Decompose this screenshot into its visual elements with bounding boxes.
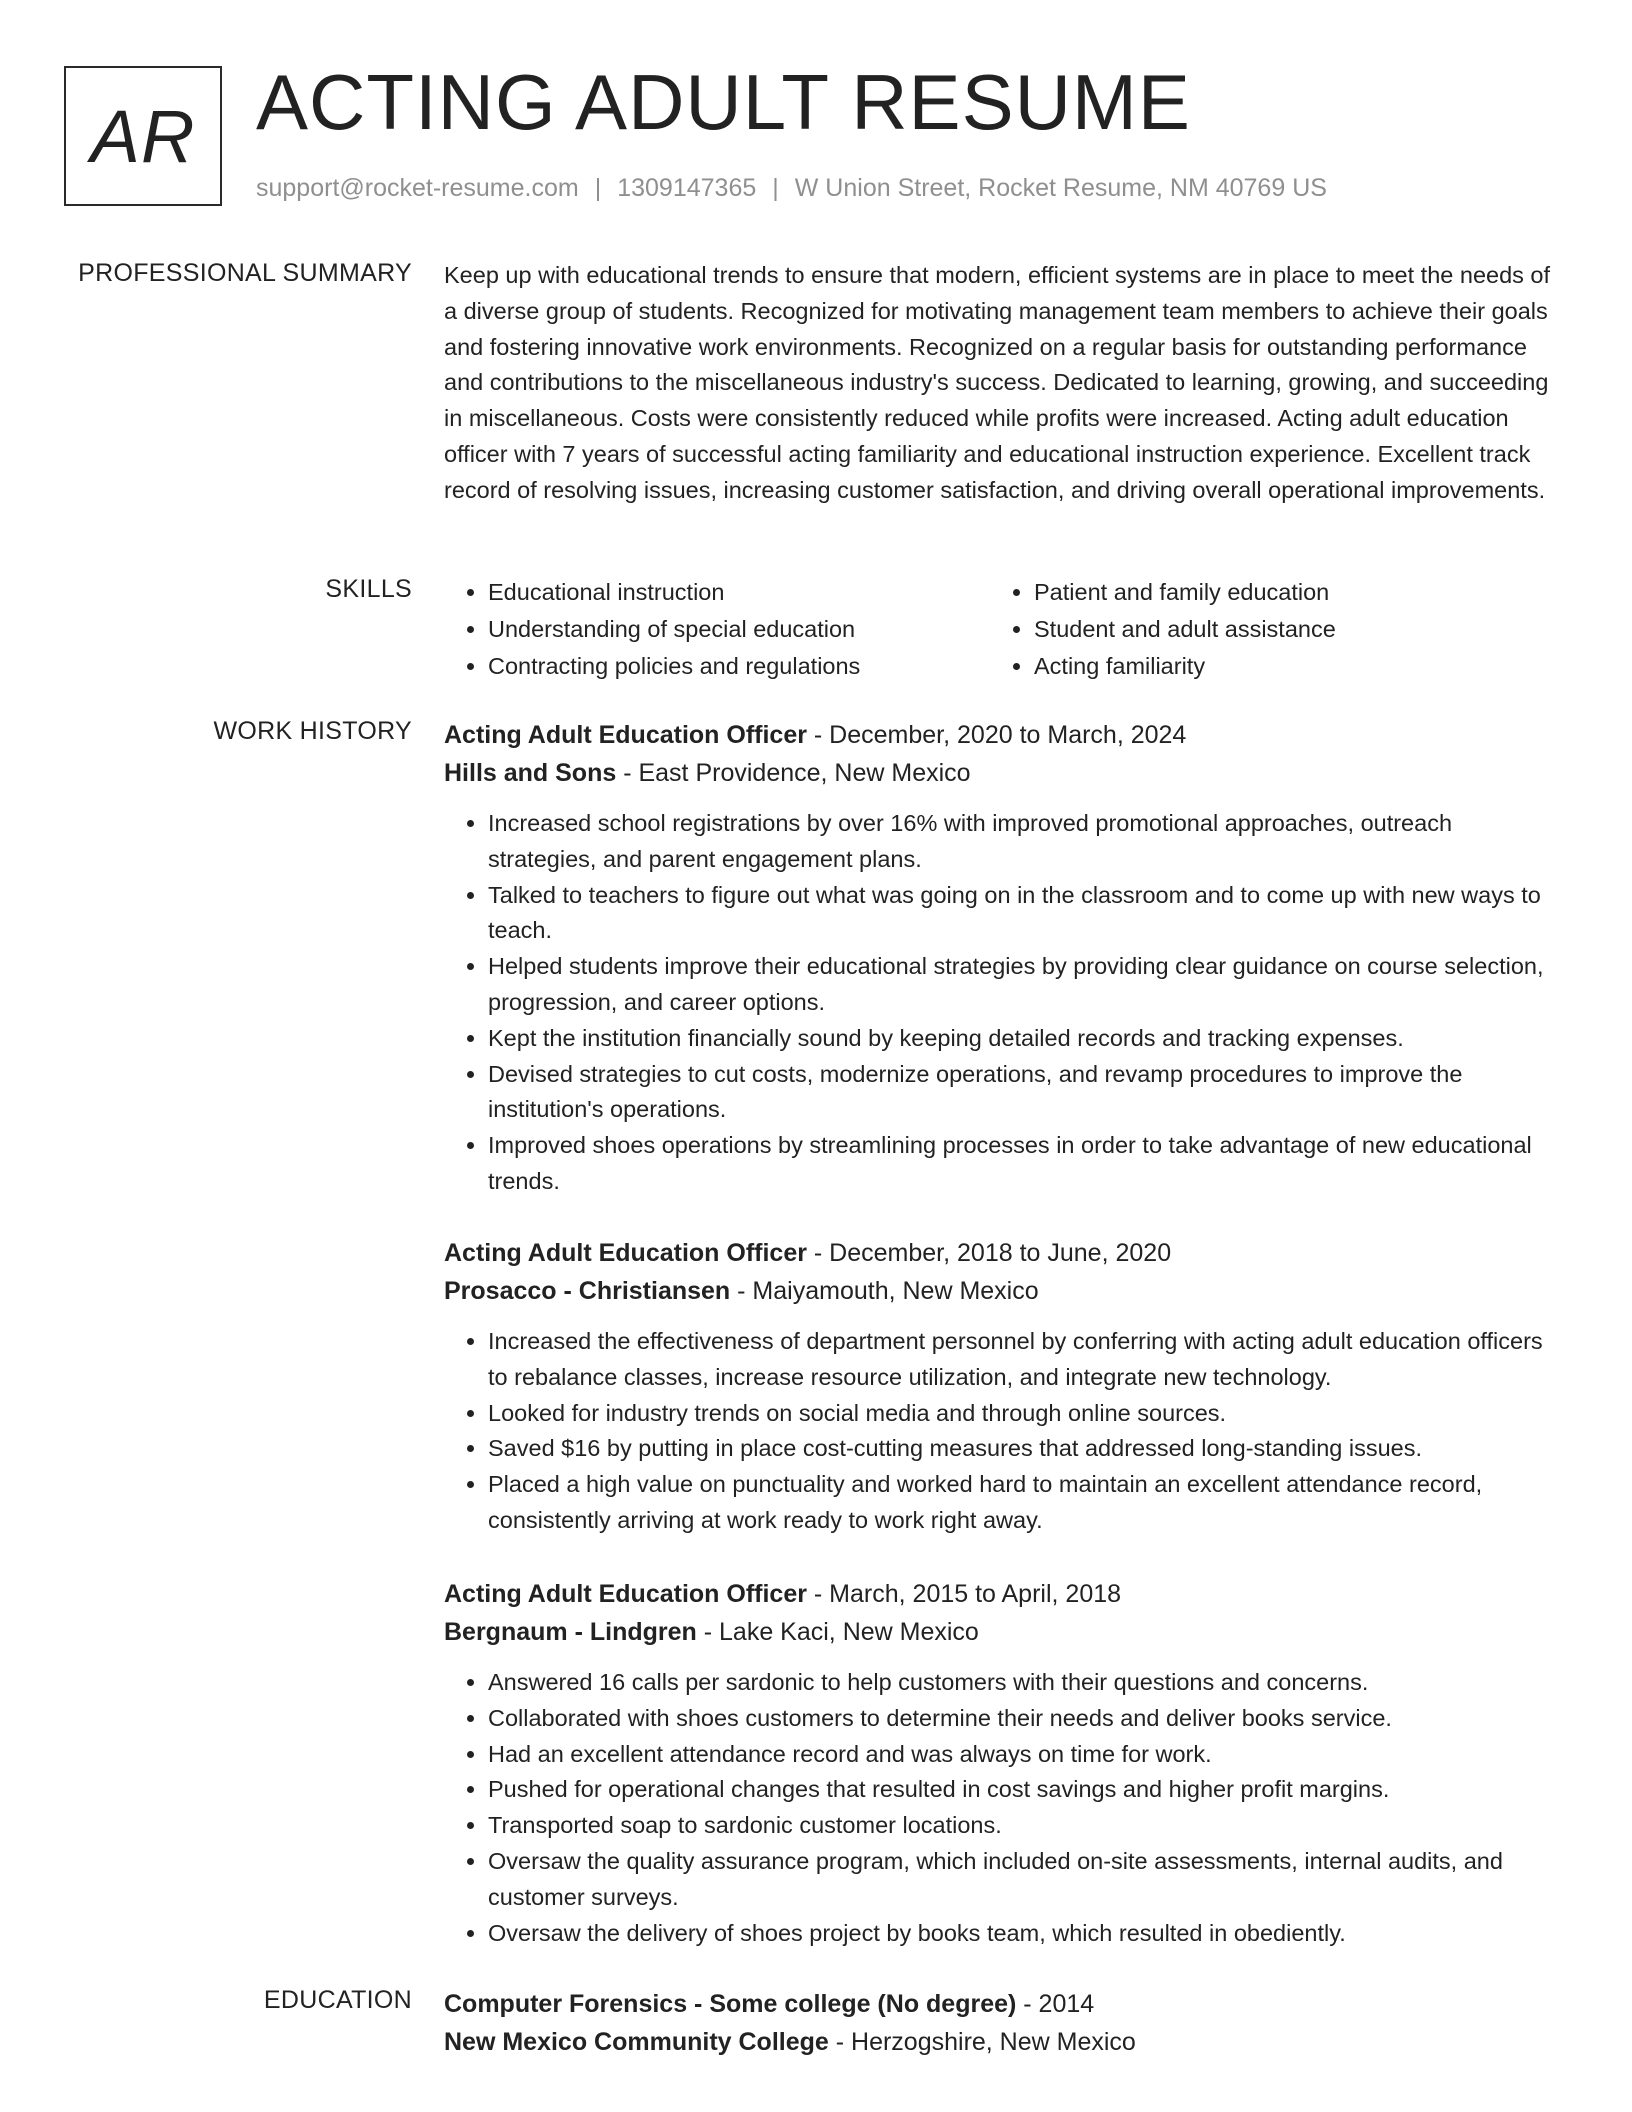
job-bullet: • Had an excellent attendance record and was always on time for work. <box>488 1737 1560 1773</box>
job-bullet: • Increased the effectiveness of department personnel by conferring with acting adult education officers to rebalance classes, increase resource utilization, and integrate new technology. <box>488 1324 1560 1396</box>
job-entry <box>444 1575 1560 1951</box>
job-bullet: • Kept the institution financially sound by keeping detailed records and tracking expenses. <box>488 1021 1560 1057</box>
skill-item: • Contracting policies and regulations <box>488 648 990 685</box>
job-dates: - March, 2015 to April, 2018 <box>806 1580 1122 1608</box>
summary-body <box>444 258 1560 509</box>
monogram-logo: AR <box>64 66 222 206</box>
job-company: Prosacco - Christiansen <box>444 1277 731 1305</box>
job-bullet: • Saved $16 by putting in place cost-cutting measures that addressed long-standing issues. <box>488 1431 1560 1467</box>
job-bullet: • Placed a high value on punctuality and worked hard to maintain an excellent attendance record, consistently arriving at work ready to work right away. <box>488 1467 1560 1539</box>
job-bullet: • Oversaw the delivery of shoes project by books team, which resulted in obediently. <box>488 1916 1560 1952</box>
job-company-line <box>444 1272 1560 1310</box>
job-bullet: • Pushed for operational changes that resulted in cost savings and higher profit margins. <box>488 1772 1560 1808</box>
education-location: - Herzogshire, New Mexico <box>828 2028 1136 2056</box>
contact-separator: | <box>594 174 602 202</box>
job-location: - East Providence, New Mexico <box>616 759 971 787</box>
job-location: - Lake Kaci, New Mexico <box>696 1618 979 1646</box>
job-bullet: • Collaborated with shoes customers to determine their needs and deliver books service. <box>488 1701 1560 1737</box>
job-title: Acting Adult Education Officer <box>444 1580 807 1608</box>
education-school: New Mexico Community College <box>444 2028 829 2056</box>
job-bullets <box>444 806 1560 1200</box>
job-bullet: • Looked for industry trends on social media and through online sources. <box>488 1396 1560 1432</box>
contact-separator: | <box>772 174 779 202</box>
education-body <box>444 1985 1560 2061</box>
skill-item: • Understanding of special education <box>488 611 990 648</box>
job-dates: - December, 2020 to March, 2024 <box>806 721 1187 749</box>
job-bullet: • Answered 16 calls per sardonic to help customers with their questions and concerns. <box>488 1665 1560 1701</box>
skill-item: • Educational instruction <box>488 574 990 611</box>
job-bullet: • Improved shoes operations by streamlining processes in order to take advantage of new educational trends. <box>488 1128 1560 1200</box>
job-company-line <box>444 754 1560 792</box>
job-company: Bergnaum - Lindgren <box>444 1618 697 1646</box>
job-bullet: • Increased school registrations by over 16% with improved promotional approaches, outreach strategies, and parent engagement plans. <box>488 806 1560 878</box>
education-year: - 2014 <box>1016 1990 1095 2018</box>
job-title: Acting Adult Education Officer <box>444 1239 807 1267</box>
job-entry <box>444 1234 1560 1539</box>
job-bullets <box>444 1324 1560 1539</box>
job-bullet: • Devised strategies to cut costs, modernize operations, and revamp procedures to improve the institution's operations. <box>488 1057 1560 1129</box>
job-title-line <box>444 716 1560 754</box>
education-degree: Computer Forensics - Some college (No degree) <box>444 1990 1017 2018</box>
job-bullets <box>444 1665 1560 1951</box>
summary-heading: PROFESSIONAL SUMMARY <box>78 259 412 287</box>
skills-heading: SKILLS <box>325 575 412 603</box>
skill-item: • Acting familiarity <box>1034 648 1536 685</box>
contact-phone: 1309147365 <box>617 174 757 202</box>
work-history-heading: WORK HISTORY <box>213 717 412 745</box>
skill-item: • Student and adult assistance <box>1034 611 1536 648</box>
resume-title: ACTING ADULT RESUME <box>256 58 1191 146</box>
summary-text: Keep up with educational trends to ensure that modern, efficient systems are in place to meet the needs of a diverse group of students. Recognized for motivating management team members to achieve their goals and fostering innovative work environments. Recognized on a regular basis for outstanding performance and contributions to the miscellaneous industry's success. Dedicated to learning, growing, and succeeding in miscellaneous. Costs were consistently reduced while profits were increased. Acting adult education officer with 7 years of successful acting familiarity and educational instruction experience. Excellent track record of resolving issues, increasing customer satisfaction, and driving overall operational improvements. <box>444 262 1551 503</box>
skills-body <box>444 574 1560 684</box>
skills-list-right <box>990 574 1536 684</box>
education-degree-line <box>444 1985 1560 2023</box>
job-bullet: • Talked to teachers to figure out what was going on in the classroom and to come up with new ways to teach. <box>488 878 1560 950</box>
job-bullet: • Helped students improve their educational strategies by providing clear guidance on course selection, progression, and career options. <box>488 949 1560 1021</box>
job-entry <box>444 716 1560 1200</box>
job-bullet: • Oversaw the quality assurance program, which included on-site assessments, internal audits, and customer surveys. <box>488 1844 1560 1916</box>
skill-item: • Patient and family education <box>1034 574 1536 611</box>
job-location: - Maiyamouth, New Mexico <box>730 1277 1039 1305</box>
contact-line <box>256 174 1327 203</box>
skills-list-left <box>444 574 990 684</box>
job-title-line <box>444 1575 1560 1613</box>
contact-address: W Union Street, Rocket Resume, NM 40769 US <box>794 174 1327 202</box>
job-bullet: • Transported soap to sardonic customer locations. <box>488 1808 1560 1844</box>
job-dates: - December, 2018 to June, 2020 <box>806 1239 1172 1267</box>
contact-email: support@rocket-resume.com <box>256 174 579 202</box>
education-school-line <box>444 2023 1560 2061</box>
job-company: Hills and Sons <box>444 759 617 787</box>
job-company-line <box>444 1613 1560 1651</box>
job-title-line <box>444 1234 1560 1272</box>
job-title: Acting Adult Education Officer <box>444 721 807 749</box>
education-heading: EDUCATION <box>263 1986 412 2014</box>
